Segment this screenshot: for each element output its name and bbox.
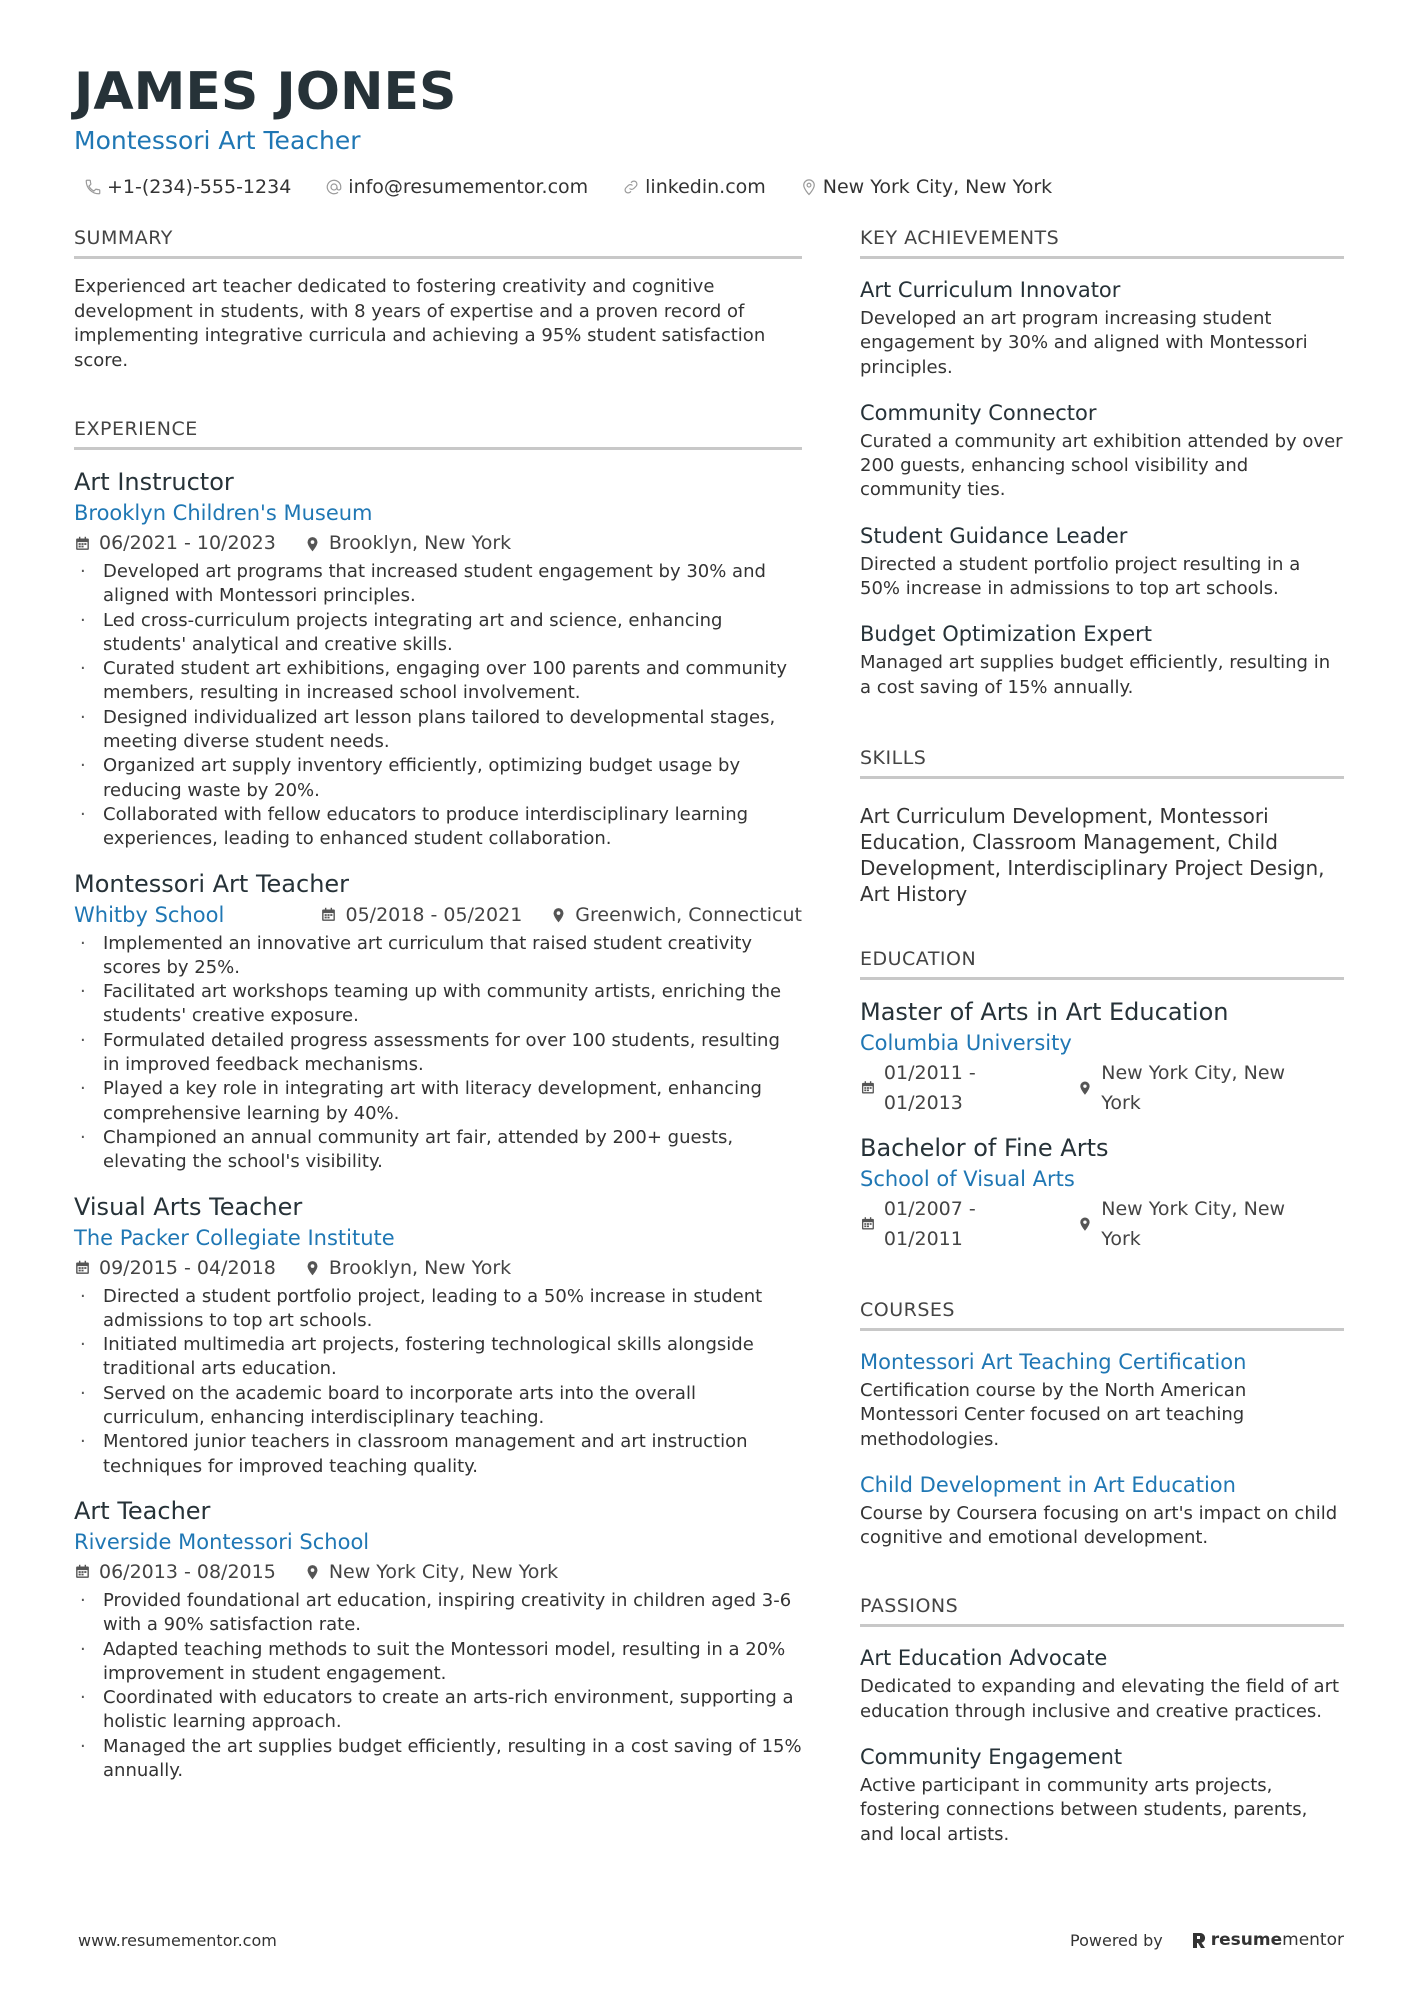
achievement-desc: Managed art supplies budget efficiently, resulting in a cost saving of 15% annually. xyxy=(860,652,1331,698)
linkedin-text: linkedin.com xyxy=(645,176,766,198)
achievement-title: Community Connector xyxy=(860,400,1097,425)
passion-desc: Active participant in community arts projects, fostering connections between students, parents, and local artists. xyxy=(860,1775,1308,1845)
education-meta xyxy=(860,1058,1344,1118)
school-name: School of Visual Arts xyxy=(860,1166,1075,1191)
bullet-item: · Adapted teaching methods to suit the Montessori model, resulting in a 20% improvement in student engagement. xyxy=(74,1638,802,1687)
bullet-item: · Managed the art supplies budget efficiently, resulting in a cost saving of 15% annually. xyxy=(74,1735,802,1784)
section-title: EXPERIENCE xyxy=(74,417,802,450)
bullet-item: · Directed a student portfolio project, leading to a 50% increase in student admissions to top art schools. xyxy=(74,1285,802,1334)
summary-text: Experienced art teacher dedicated to fostering creativity and cognitive development in students, with 8 years of expertise and a proven record of implementing integrative curricula and achieving a 95% student satisfaction score. xyxy=(74,276,766,371)
bullet-item: · Curated student art exhibitions, engaging over 100 parents and community members, resulting in increased school involvement. xyxy=(74,657,802,706)
job-entry xyxy=(74,466,802,852)
calendar-icon xyxy=(74,1259,91,1276)
bullet-item: · Served on the academic board to incorporate arts into the overall curriculum, enhancing interdisciplinary teaching. xyxy=(74,1382,802,1431)
contact-bar xyxy=(74,176,1078,198)
education-item xyxy=(860,996,1344,1118)
job-bullets xyxy=(74,932,802,1175)
dates-text: 01/2007 - 01/2011 xyxy=(883,1197,976,1250)
brand-logo[interactable] xyxy=(1191,1930,1344,1950)
job-title: Montessori Art Teacher xyxy=(74,869,350,898)
job-bullets xyxy=(74,1589,802,1783)
map-pin-icon xyxy=(1077,1215,1093,1232)
job-company-row xyxy=(74,900,802,930)
section-title: SKILLS xyxy=(860,746,1344,779)
achievement-title: Art Curriculum Innovator xyxy=(860,278,1121,302)
dates-text: 01/2011 - 01/2013 xyxy=(883,1061,976,1114)
job-bullets xyxy=(74,1285,802,1479)
email-text: info@resumementor.com xyxy=(348,176,589,198)
brand-name-bold: resume xyxy=(1210,1930,1283,1950)
passion-item xyxy=(860,1742,1344,1847)
job-dates xyxy=(320,900,522,930)
footer-website-link[interactable]: www.resumementor.com xyxy=(78,1930,277,1950)
map-pin-icon xyxy=(800,178,818,196)
job-company: The Packer Collegiate Institute xyxy=(74,1225,395,1250)
job-meta xyxy=(74,528,802,558)
achievement-item xyxy=(860,398,1344,503)
education-dates xyxy=(860,1194,1049,1254)
contact-linkedin[interactable] xyxy=(622,176,766,198)
dates-text: 05/2018 - 05/2021 xyxy=(345,903,523,926)
calendar-icon xyxy=(860,1079,876,1096)
map-pin-icon xyxy=(550,906,567,923)
course-item xyxy=(860,1347,1344,1452)
course-desc: Certification course by the North American Montessori Center focused on art teaching methodologies. xyxy=(860,1379,1247,1450)
achievement-item xyxy=(860,521,1344,602)
job-location xyxy=(550,900,802,930)
achievement-title: Student Guidance Leader xyxy=(860,523,1128,548)
job-title: Art Instructor xyxy=(74,468,234,496)
calendar-icon xyxy=(74,535,91,552)
map-pin-icon xyxy=(304,1563,321,1580)
bullet-item: · Led cross-curriculum projects integrating art and science, enhancing students' analytical and creative skills. xyxy=(74,609,802,658)
at-icon xyxy=(325,178,343,196)
courses-section xyxy=(860,1298,1344,1550)
resumementor-logo-icon xyxy=(1191,1931,1207,1949)
map-pin-icon xyxy=(304,1259,321,1276)
calendar-icon xyxy=(74,1563,91,1580)
location-text: Brooklyn, New York xyxy=(328,1256,512,1279)
bullet-item: · Initiated multimedia art projects, fostering technological skills alongside traditional arts education. xyxy=(74,1333,802,1382)
passion-item xyxy=(860,1643,1344,1724)
map-pin-icon xyxy=(304,535,321,552)
candidate-name: JAMES JONES xyxy=(74,62,457,122)
job-meta xyxy=(74,1253,802,1283)
location-text: New York City, New York xyxy=(822,176,1053,198)
job-dates xyxy=(74,528,276,558)
job-company: Riverside Montessori School xyxy=(74,1529,370,1554)
phone-icon xyxy=(84,178,102,196)
bullet-item: · Facilitated art workshops teaming up with community artists, enriching the students' creative exposure. xyxy=(74,980,802,1029)
achievements-section xyxy=(860,226,1344,700)
job-entry xyxy=(74,868,802,1175)
bullet-item: · Organized art supply inventory efficiently, optimizing budget usage by reducing waste by 20%. xyxy=(74,754,802,803)
job-location xyxy=(304,1557,558,1587)
passion-title: Community Engagement xyxy=(860,1745,1123,1770)
location-text: Greenwich, Connecticut xyxy=(575,903,802,926)
job-entry xyxy=(74,1495,802,1783)
job-bullets xyxy=(74,560,802,852)
bullet-item: · Collaborated with fellow educators to produce interdisciplinary learning experiences, leading to enhanced student collaboration. xyxy=(74,803,802,852)
candidate-role: Montessori Art Teacher xyxy=(74,126,361,155)
skills-text: Art Curriculum Development, Montessori Education, Classroom Management, Child Development, Interdisciplinary Project Design, Art History xyxy=(860,803,1325,906)
course-title: Montessori Art Teaching Certification xyxy=(860,1349,1247,1374)
education-meta xyxy=(860,1194,1344,1254)
summary-section xyxy=(74,226,802,373)
education-section xyxy=(860,947,1344,1254)
degree-title: Master of Arts in Art Education xyxy=(860,997,1229,1026)
achievement-desc: Curated a community art exhibition attended by over 200 guests, enhancing school visibility and community ties. xyxy=(860,430,1343,501)
link-icon xyxy=(622,178,640,196)
location-text: New York City, New York xyxy=(1101,1061,1286,1114)
section-title: PASSIONS xyxy=(860,1594,1344,1627)
calendar-icon xyxy=(860,1215,876,1232)
achievement-item xyxy=(860,619,1344,700)
job-dates xyxy=(74,1557,276,1587)
achievement-desc: Developed an art program increasing student engagement by 30% and aligned with Montessori principles. xyxy=(860,308,1308,378)
brand-name-light: mentor xyxy=(1282,1930,1344,1950)
passion-desc: Dedicated to expanding and elevating the field of art education through inclusive and creative practices. xyxy=(860,1676,1340,1722)
course-desc: Course by Coursera focusing on art's impact on child cognitive and emotional development. xyxy=(860,1502,1338,1549)
powered-by xyxy=(1070,1930,1344,1950)
job-meta xyxy=(74,1557,802,1587)
location-text: New York City, New York xyxy=(328,1560,559,1583)
job-location xyxy=(304,528,511,558)
phone-text: +1-(234)-555-1234 xyxy=(107,176,292,198)
bullet-item: · Developed art programs that increased student engagement by 30% and aligned with Montessori principles. xyxy=(74,560,802,609)
contact-phone xyxy=(84,176,291,198)
job-company: Brooklyn Children's Museum xyxy=(74,501,373,525)
course-title: Child Development in Art Education xyxy=(860,1472,1236,1497)
resume-header xyxy=(74,58,1078,198)
section-title: EDUCATION xyxy=(860,947,1344,980)
dates-text: 09/2015 - 04/2018 xyxy=(99,1256,276,1279)
education-location xyxy=(1077,1194,1316,1254)
dates-text: 06/2021 - 10/2023 xyxy=(99,532,276,554)
degree-title: Bachelor of Fine Arts xyxy=(860,1133,1109,1162)
section-title: KEY ACHIEVEMENTS xyxy=(860,226,1344,259)
powered-by-label: Powered by xyxy=(1070,1930,1163,1950)
achievement-title: Budget Optimization Expert xyxy=(860,622,1153,647)
job-location xyxy=(304,1253,511,1283)
right-column xyxy=(860,226,1344,1865)
section-title: COURSES xyxy=(860,1298,1344,1331)
location-text: New York City, New York xyxy=(1101,1197,1286,1250)
section-title: SUMMARY xyxy=(74,226,802,259)
passions-section xyxy=(860,1594,1344,1846)
bullet-item: · Coordinated with educators to create an arts-rich environment, supporting a holistic learning approach. xyxy=(74,1686,802,1735)
contact-email[interactable] xyxy=(325,176,588,198)
dates-text: 06/2013 - 08/2015 xyxy=(99,1560,276,1583)
left-column xyxy=(74,226,802,1799)
contact-location xyxy=(800,176,1052,198)
job-title: Visual Arts Teacher xyxy=(74,1192,303,1221)
school-name: Columbia University xyxy=(860,1030,1072,1055)
job-company: Whitby School xyxy=(74,902,225,927)
page-footer xyxy=(78,1930,1344,1950)
location-text: Brooklyn, New York xyxy=(328,532,512,554)
achievement-desc: Directed a student portfolio project resulting in a 50% increase in admissions to top art schools. xyxy=(860,553,1301,600)
bullet-item: · Mentored junior teachers in classroom management and art instruction techniques for improved teaching quality. xyxy=(74,1430,802,1479)
passion-title: Art Education Advocate xyxy=(860,1646,1108,1671)
bullet-item: · Implemented an innovative art curriculum that raised student creativity scores by 25%. xyxy=(74,932,802,981)
bullet-item: · Played a key role in integrating art with literacy development, enhancing comprehensive learning by 40%. xyxy=(74,1077,802,1126)
bullet-item: · Provided foundational art education, inspiring creativity in children aged 3-6 with a 90% satisfaction rate. xyxy=(74,1589,802,1638)
bullet-item: · Designed individualized art lesson plans tailored to developmental stages, meeting diverse student needs. xyxy=(74,706,802,755)
course-item xyxy=(860,1470,1344,1551)
education-item xyxy=(860,1132,1344,1254)
job-dates xyxy=(74,1253,276,1283)
education-location xyxy=(1077,1058,1316,1118)
bullet-item: · Formulated detailed progress assessments for over 100 students, resulting in improved feedback mechanisms. xyxy=(74,1029,802,1078)
job-meta xyxy=(320,900,802,930)
calendar-icon xyxy=(320,906,337,923)
achievement-item xyxy=(860,275,1344,380)
education-dates xyxy=(860,1058,1049,1118)
map-pin-icon xyxy=(1077,1079,1093,1096)
experience-section xyxy=(74,417,802,1783)
job-title: Art Teacher xyxy=(74,1496,211,1525)
bullet-item: · Championed an annual community art fair, attended by 200+ guests, elevating the school's visibility. xyxy=(74,1126,802,1175)
skills-section xyxy=(860,746,1344,907)
job-entry xyxy=(74,1191,802,1479)
